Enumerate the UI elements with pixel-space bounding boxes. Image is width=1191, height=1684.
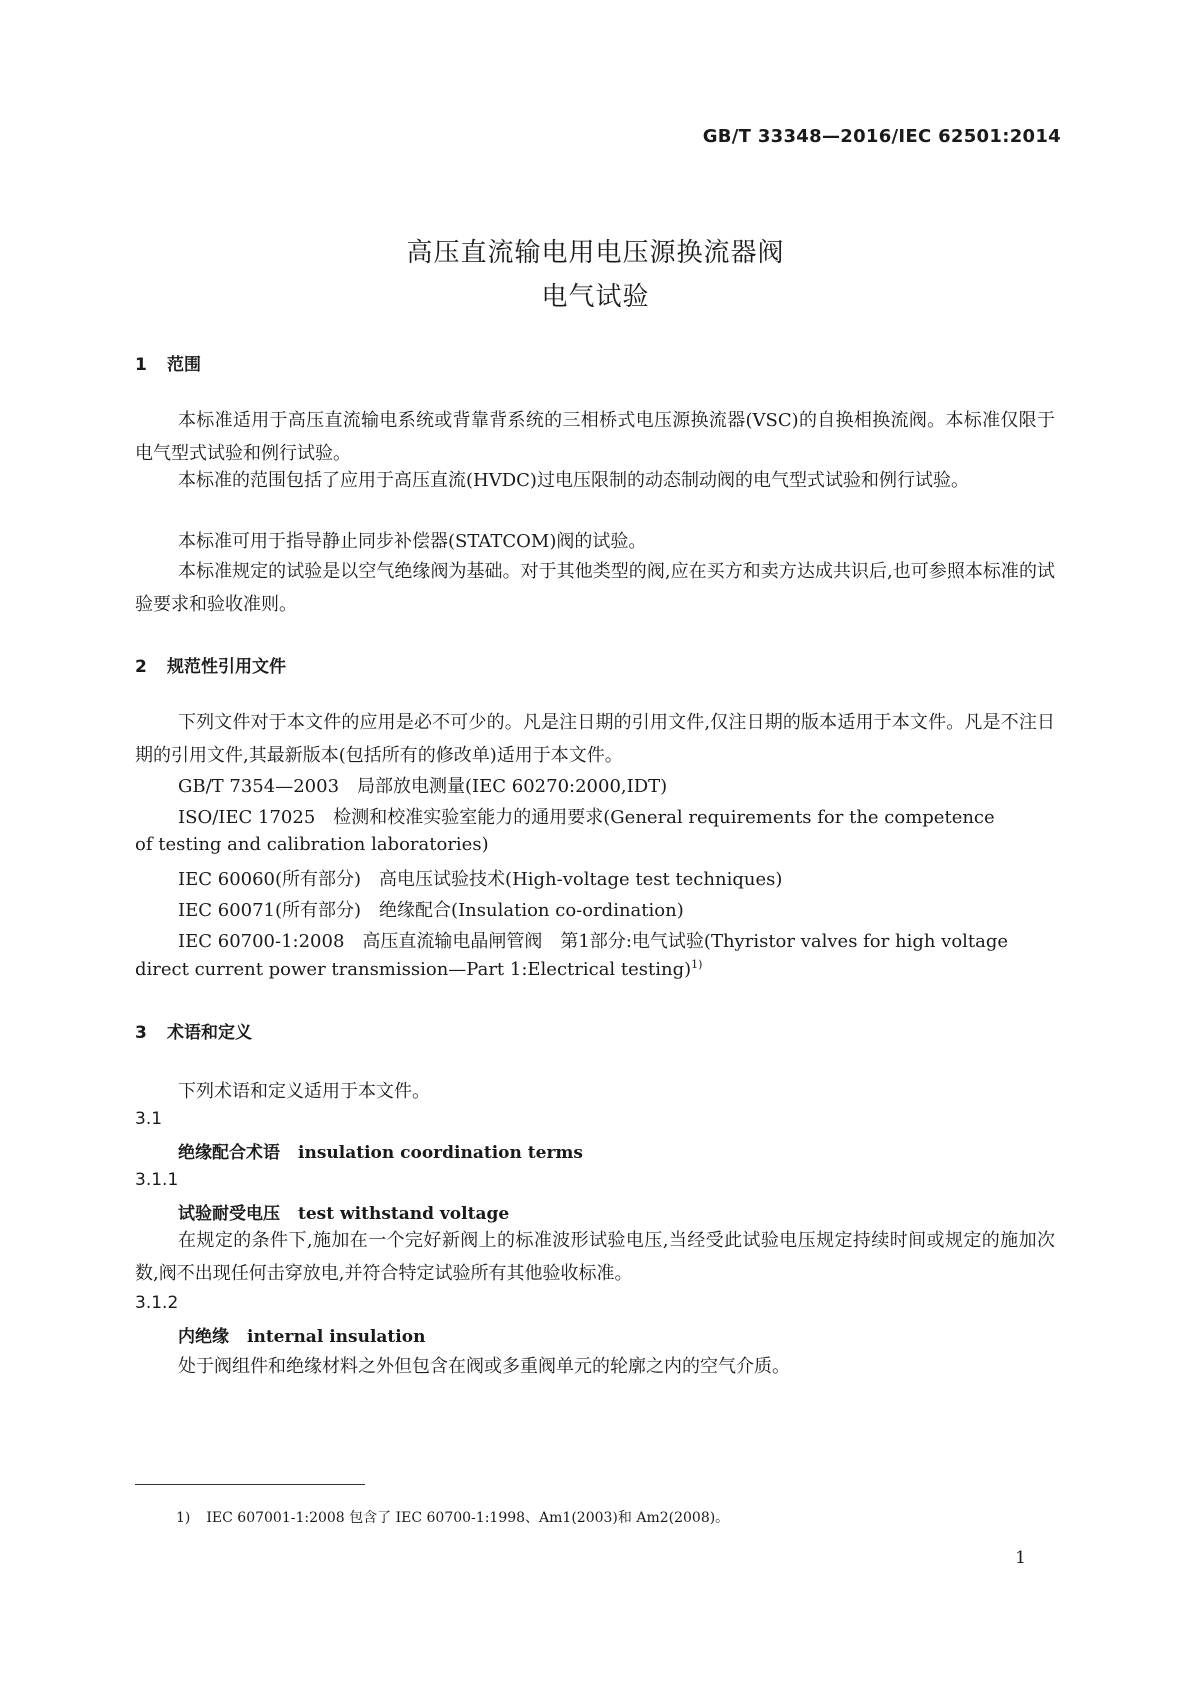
section-title: 规范性引用文件 <box>167 657 286 677</box>
standard-number: GB/T 33348—2016/IEC 62501:2014 <box>702 126 1061 147</box>
section-3-intro: 下列术语和定义适用于本文件。 <box>178 1081 430 1102</box>
term-number: 3.1.1 <box>135 1170 179 1190</box>
term-english: insulation coordination terms <box>298 1143 583 1163</box>
term-number: 3.1 <box>135 1109 163 1129</box>
page-number: 1 <box>1015 1548 1026 1568</box>
term-definition: 在规定的条件下,施加在一个完好新阀上的标准波形试验电压,当经受此试验电压规定持续时间或规定的施加次数,阀不出现任何击穿放电,并符合特定试验所有其他验收标准。 <box>135 1230 1055 1284</box>
section-1-paragraph-2: 本标准的范围包括了应用于高压直流(HVDC)过电压限制的动态制动阀的电气型式试验和例行试验。 <box>178 470 969 491</box>
section-title: 范围 <box>167 355 201 375</box>
reference-item: IEC 60060(所有部分) 高电压试验技术(High-voltage test techniques) <box>178 869 783 890</box>
section-2-heading <box>135 652 286 677</box>
section-1-heading <box>135 350 201 375</box>
section-number: 2 <box>135 657 147 677</box>
term-english: internal insulation <box>247 1327 426 1347</box>
term-heading <box>178 1199 509 1224</box>
term-number: 3.1.2 <box>135 1293 179 1313</box>
term-chinese: 试验耐受电压 <box>178 1204 280 1224</box>
term-heading <box>178 1322 425 1347</box>
section-title: 术语和定义 <box>167 1023 252 1043</box>
section-number: 1 <box>135 355 147 375</box>
reference-item-continued <box>135 958 1055 980</box>
section-1-paragraph-1: 本标准适用于高压直流输电系统或背靠背系统的三相桥式电压源换流器(VSC)的自换相换流阀。本标准仅限于电气型式试验和例行试验。 <box>135 410 1055 464</box>
section-1-paragraph-3: 本标准可用于指导静止同步补偿器(STATCOM)阀的试验。 <box>178 531 647 552</box>
reference-text: direct current power transmission—Part 1:Electrical testing) <box>135 959 692 980</box>
reference-item-continued: of testing and calibration laboratories) <box>135 834 489 855</box>
document-title-line2: 电气试验 <box>541 282 650 312</box>
term-chinese: 内绝缘 <box>178 1327 229 1347</box>
section-number: 3 <box>135 1023 147 1043</box>
footnote-reference-mark: 1) <box>691 958 703 971</box>
footnote-text: IEC 607001-1:2008 包含了 IEC 60700-1:1998、Am1(2003)和 Am2(2008)。 <box>206 1510 730 1526</box>
document-title-line1: 高压直流输电用电压源换流器阀 <box>406 238 785 268</box>
section-2-intro: 下列文件对于本文件的应用是必不可少的。凡是注日期的引用文件,仅注日期的版本适用于本文件。凡是不注日期的引用文件,其最新版本(包括所有的修改单)适用于本文件。 <box>135 712 1055 766</box>
section-3-heading <box>135 1018 252 1043</box>
reference-item: IEC 60071(所有部分) 绝缘配合(Insulation co-ordination) <box>178 900 684 921</box>
term-heading <box>178 1138 583 1163</box>
reference-item: IEC 60700-1:2008 高压直流输电晶闸管阀 第1部分:电气试验(Thyristor valves for high voltage <box>178 931 1009 952</box>
reference-item: GB/T 7354—2003 局部放电测量(IEC 60270:2000,IDT) <box>178 776 668 797</box>
footnote-mark: 1) <box>176 1510 191 1526</box>
term-definition: 处于阀组件和绝缘材料之外但包含在阀或多重阀单元的轮廓之内的空气介质。 <box>178 1356 790 1377</box>
term-english: test withstand voltage <box>298 1204 510 1224</box>
reference-item: ISO/IEC 17025 检测和校准实验室能力的通用要求(General requirements for the competence <box>178 807 995 828</box>
term-chinese: 绝缘配合术语 <box>178 1143 280 1163</box>
section-1-paragraph-4: 本标准规定的试验是以空气绝缘阀为基础。对于其他类型的阀,应在买方和卖方达成共识后,也可参照本标准的试验要求和验收准则。 <box>135 561 1055 615</box>
footnote <box>176 1507 729 1527</box>
footnote-separator <box>135 1484 365 1485</box>
